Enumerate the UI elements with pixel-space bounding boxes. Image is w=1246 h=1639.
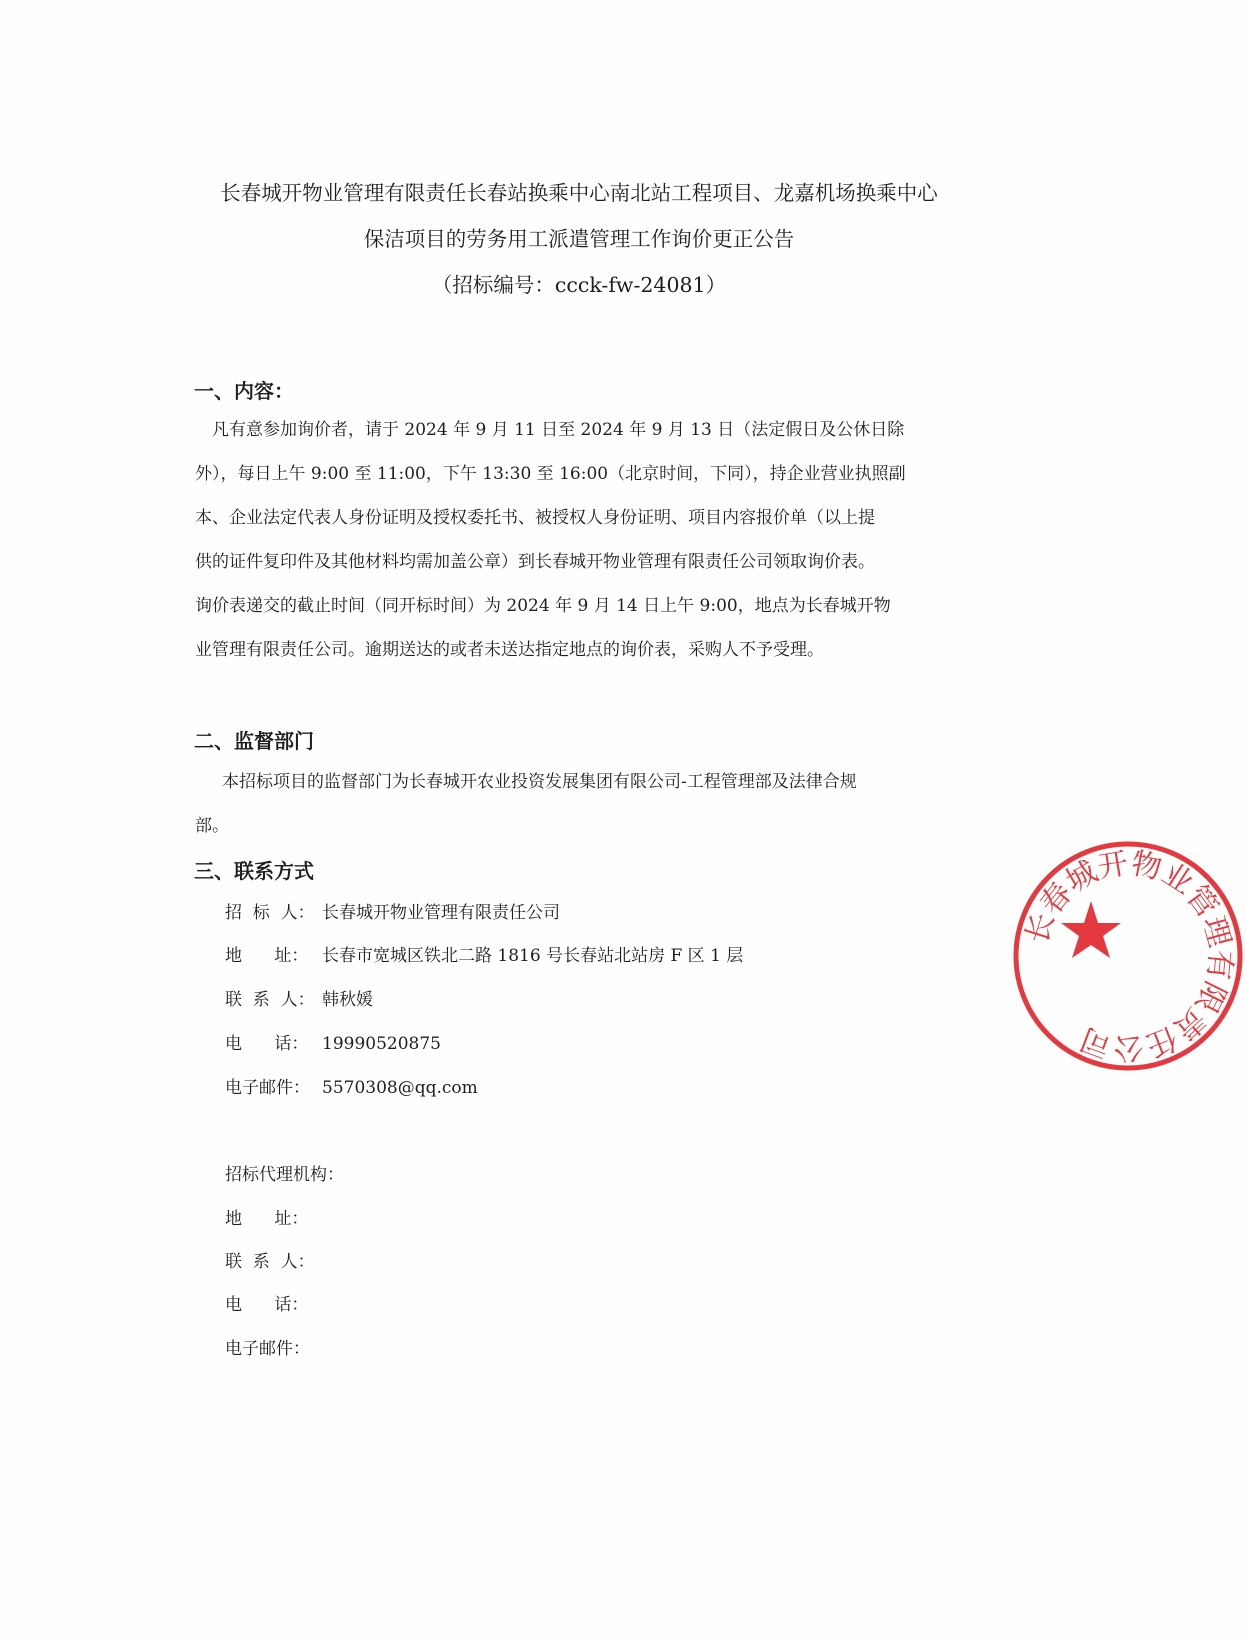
paragraph-line: 本、企业法定代表人身份证明及授权委托书、被授权人身份证明、项目内容报价单（以上提	[195, 508, 875, 528]
company-seal	[1010, 838, 1246, 1074]
agency-phone-row	[225, 1293, 322, 1317]
paragraph-line: 凡有意参加询价者，请于 2024 年 9 月 11 日至 2024 年 9 月 13 日（法定假日及公休日除	[212, 420, 905, 440]
contact-label: 联 系 人：	[225, 990, 315, 1010]
contact-value: 韩秋媛	[322, 990, 373, 1010]
title-line-1: 长春城开物业管理有限责任长春站换乘中心南北站工程项目、龙嘉机场换乘中心	[220, 181, 938, 205]
contact-person-row	[225, 988, 373, 1012]
contact-label: 地 址：	[225, 946, 309, 966]
contact-label: 招 标 人：	[225, 903, 315, 923]
agency-label: 地 址：	[225, 1209, 309, 1229]
contact-address-row	[225, 944, 743, 968]
contact-phone-row	[225, 1032, 441, 1056]
section-heading-content: 一、内容：	[194, 379, 294, 403]
contact-value: 19990520875	[322, 1034, 441, 1054]
contact-tenderer-row	[225, 901, 560, 925]
paragraph-line: 供的证件复印件及其他材料均需加盖公章）到长春城开物业管理有限责任公司领取询价表。	[195, 552, 875, 572]
paragraph-line: 询价表递交的截止时间（同开标时间）为 2024 年 9 月 14 日上午 9:00，地点为长春城开物	[195, 596, 891, 616]
agency-email-row	[225, 1337, 322, 1361]
contact-value: 长春市宽城区铁北二路 1816 号长春站北站房 F 区 1 层	[322, 946, 744, 966]
contact-value: 长春城开物业管理有限责任公司	[322, 903, 560, 923]
seal-text: 长春城开物业管理有限责任公司	[1019, 845, 1238, 1066]
agency-address-row	[225, 1207, 322, 1231]
agency-label: 电 话：	[225, 1295, 309, 1315]
contact-email-row	[225, 1076, 478, 1100]
paragraph-line: 外），每日上午 9:00 至 11:00，下午 13:30 至 16:00（北京时间，下同），持企业营业执照副	[195, 464, 906, 484]
agency-person-row	[225, 1250, 322, 1274]
section-supervision-paragraph	[195, 760, 965, 848]
section-content-paragraph	[195, 408, 965, 672]
contact-label: 电 话：	[225, 1034, 309, 1054]
paragraph-line: 部。	[195, 816, 229, 836]
agency-label: 电子邮件：	[225, 1339, 310, 1359]
paragraph-line: 本招标项目的监督部门为长春城开农业投资发展集团有限公司-工程管理部及法律合规	[222, 772, 857, 792]
section-heading-contact: 三、联系方式	[194, 859, 314, 883]
contact-label: 电子邮件：	[225, 1078, 310, 1098]
document-title	[120, 170, 1038, 308]
agency-name-row	[225, 1163, 344, 1187]
contact-value: 5570308@qq.com	[322, 1078, 478, 1098]
agency-label: 招标代理机构：	[225, 1165, 344, 1185]
paragraph-line: 业管理有限责任公司。逾期送达的或者未送达指定地点的询价表，采购人不予受理。	[195, 640, 824, 660]
section-heading-supervision: 二、监督部门	[194, 729, 314, 753]
agency-label: 联 系 人：	[225, 1252, 315, 1272]
tender-number: （招标编号：ccck-fw-24081）	[431, 273, 727, 297]
title-line-2: 保洁项目的劳务用工派遣管理工作询价更正公告	[363, 227, 795, 251]
